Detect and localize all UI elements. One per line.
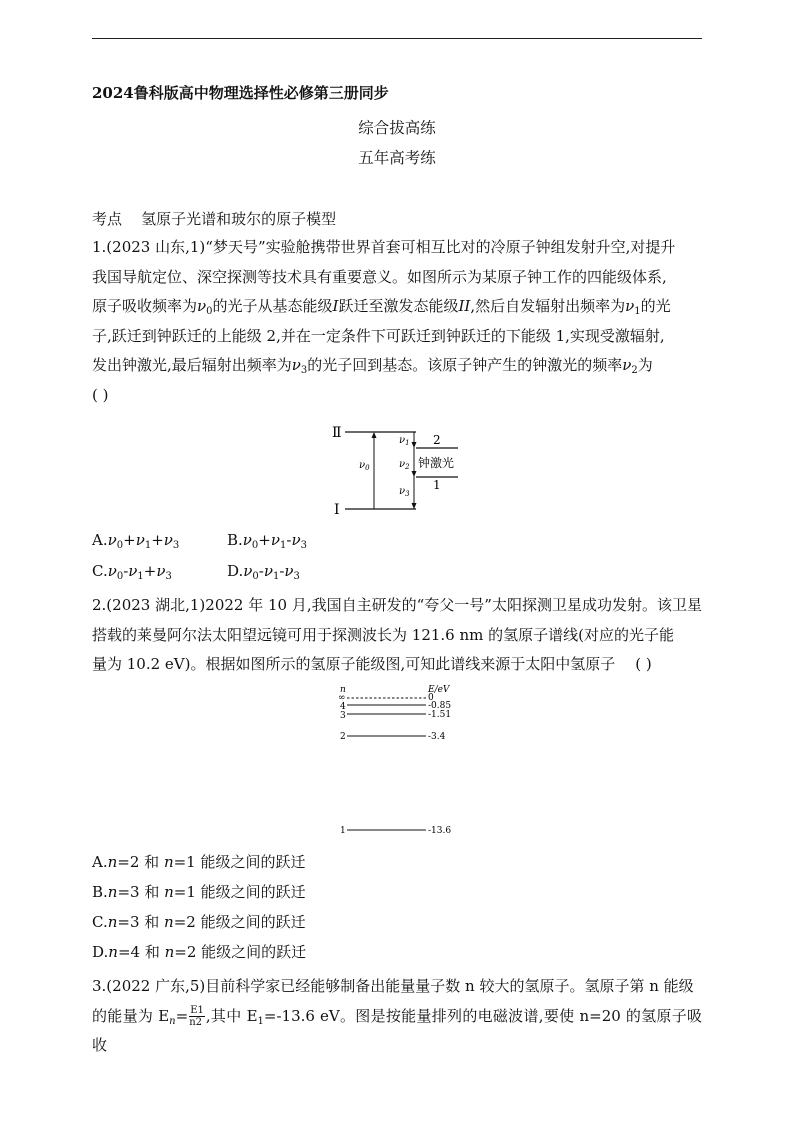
four-level-diagram	[330, 420, 470, 520]
question-2	[92, 591, 702, 680]
q1-option-d[interactable]: $D.\nu_0-\nu_1-\nu_3$	[227, 562, 300, 582]
section-title: 综合拔高练	[358, 119, 436, 137]
q2-option-a[interactable]: A.n=2 和 n=1 能级之间的跃迁	[92, 853, 306, 871]
q1-option-b[interactable]: $B.\nu_0+\nu_1-\nu_3$	[227, 531, 307, 551]
level-3-energy: -1.51	[428, 710, 452, 720]
nu3-label: $\nu_3$	[399, 486, 410, 498]
hydrogen-energy-level-diagram	[334, 684, 464, 840]
q1-answer-bracket: ( )	[92, 385, 109, 404]
level-2-energy: -3.4	[428, 732, 446, 742]
q3-line-2: 的能量为 $E_n=$ $\frac{E1}{n2}$ ,其中 $E_1=-13.6$ eV。图是按能量排列的电磁波谱,要使 n=20 的氢原子吸收	[92, 1005, 702, 1054]
q2-line-3: 量为 10.2 eV)。根据如图所示的氢原子能级图,可知此谱线来源于太阳中氢原子 ( )	[92, 655, 652, 673]
question-1	[92, 233, 702, 410]
level-2-label: 2	[433, 433, 441, 447]
q2-line-1: 2.(2023 湖北,1)2022 年 10 月,我国自主研发的“夸父一号”太阳探测卫星成功发射。该卫星	[92, 596, 702, 614]
q2-answer-bracket: ( )	[635, 655, 652, 673]
q1-option-a[interactable]: $A.\nu_0+\nu_1+\nu_3$	[92, 531, 180, 551]
level-1-n: 1	[340, 826, 346, 836]
q1-line-5: 发出钟激光,最后辐射出频率为$\nu_3$的光子回到基态。该原子钟产生的钟激光的频率$\nu_2$为	[92, 356, 653, 376]
header-rule	[92, 38, 702, 39]
level-inf-n: ∞	[338, 693, 346, 703]
energy-axis-label: E/eV	[428, 685, 450, 695]
subsection-title: 五年高考练	[358, 149, 436, 167]
q1-line-4: 子,跃迁到钟跃迁的上能级 2,并在一定条件下可跃迁到钟跃迁的下能级 1,实现受激辐射,	[92, 326, 665, 345]
q2-option-b[interactable]: B.n=3 和 n=1 能级之间的跃迁	[92, 883, 306, 901]
level-inf-energy: 0	[428, 693, 434, 703]
level-1-energy: -13.6	[428, 826, 452, 836]
level-4-n: 4	[340, 702, 346, 712]
level-II-label: Ⅱ	[332, 425, 342, 441]
q1-line-3: 原子吸收频率为$\nu_0$的光子从基态能级I跃迁至激发态能级II,然后自发辐射出频率为$\nu_1$的光	[92, 297, 671, 317]
topic-label: 考点	[92, 210, 123, 228]
level-4-energy: -0.85	[428, 701, 452, 711]
book-title: 2024鲁科版高中物理选择性必修第三册同步	[92, 84, 389, 102]
q1-line-1: 1.(2023 山东,1)“梦天号”实验舱携带世界首套可相互比对的冷原子钟组发射升空,对提升	[92, 238, 676, 256]
q2-option-d[interactable]: D.n=4 和 n=2 能级之间的跃迁	[92, 943, 307, 961]
q3-line-1: 3.(2022 广东,5)目前科学家已经能够制备出能量量子数 n 较大的氢原子。氢原子第 n 能级	[92, 977, 694, 995]
nu1-label: $\nu_1$	[399, 435, 410, 447]
n-axis-label: n	[340, 685, 346, 695]
nu2-label: $\nu_2$	[399, 459, 410, 471]
nu1-arrowhead	[412, 442, 417, 448]
level-3-n: 3	[340, 711, 346, 721]
q1-line-2: 我国导航定位、深空探测等技术具有重要意义。如图所示为某原子钟工作的四能级体系,	[92, 267, 667, 286]
question-3	[92, 972, 702, 1061]
nu0-label: $\nu_0$	[359, 460, 370, 472]
nu2-arrowhead	[412, 471, 417, 477]
clock-laser-label: 钟激光	[418, 456, 455, 470]
topic-name: 氢原子光谱和玻尔的原子模型	[141, 210, 337, 228]
q2-option-c[interactable]: C.n=3 和 n=2 能级之间的跃迁	[92, 913, 306, 931]
nu3-arrowhead	[412, 503, 417, 509]
level-I-label: I	[334, 502, 340, 518]
level-1-label: 1	[433, 478, 441, 492]
nu0-arrowhead	[372, 432, 377, 438]
q2-line-2: 搭载的莱曼阿尔法太阳望远镜可用于探测波长为 121.6 nm 的氢原子谱线(对应的光子能	[92, 625, 674, 644]
level-2-n: 2	[340, 732, 346, 742]
topic-heading	[92, 208, 336, 229]
energy-fraction: $\frac{E1}{n2}$	[189, 1005, 204, 1028]
q1-option-c[interactable]: $C.\nu_0-\nu_1+\nu_3$	[92, 562, 172, 582]
